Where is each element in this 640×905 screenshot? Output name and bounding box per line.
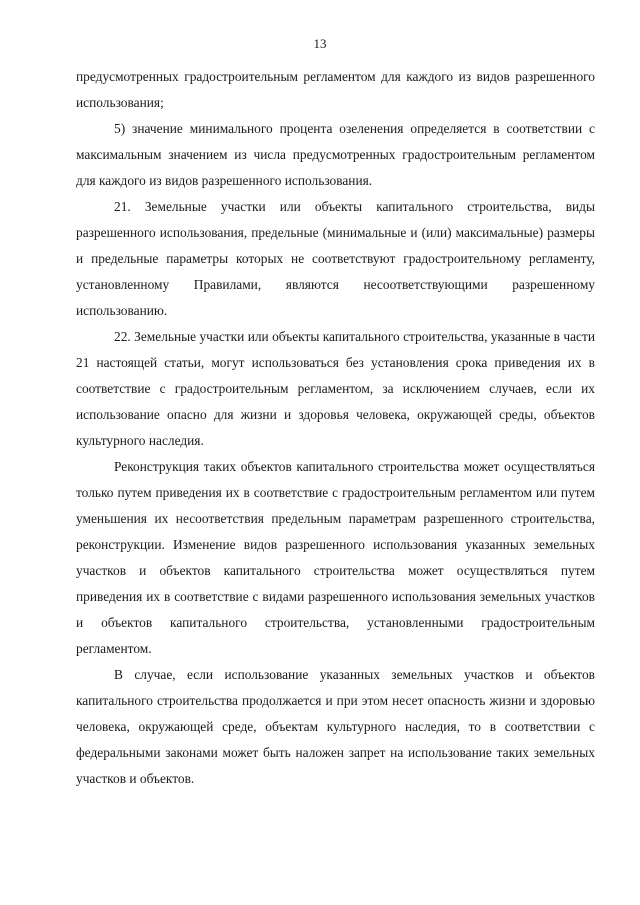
paragraph: 22. Земельные участки или объекты капитального строительства, указанные в части 21 настоящей статьи, могут использоваться без установления срока приведения их в соответствие с градостроительным регламентом, за исключением случаев, если их использование опасно для жизни и здоровья человека, окружающей среды, объектов культурного наследия. <box>76 329 595 448</box>
paragraph: 5) значение минимального процента озеленения определяется в соответствии с максимальным значением из числа предусмотренных градостроительным регламентом для каждого из видов разрешенного использования. <box>76 121 595 188</box>
document-body <box>76 64 595 792</box>
paragraph: Реконструкция таких объектов капитального строительства может осуществляться только путем приведения их в соответствие с градостроительным регламентом или путем уменьшения их несоответствия предельным параметрам разрешенного строительства, реконструкции. Изменение видов разрешенного использования указанных земельных участков и объектов капитального строительства может осуществляться путем приведения их в соответствие с видами разрешенного использования земельных участков и объектов капитального строительства, установленными градостроительным регламентом. <box>76 459 595 656</box>
paragraph: предусмотренных градостроительным регламентом для каждого из видов разрешенного использования; <box>76 69 595 110</box>
page-number: 13 <box>313 36 327 51</box>
paragraph: В случае, если использование указанных земельных участков и объектов капитального строительства продолжается и при этом несет опасность жизни и здоровью человека, окружающей среде, объектам культурного наследия, то в соответствии с федеральными законами может быть наложен запрет на использование таких земельных участков и объектов. <box>76 667 595 786</box>
paragraph: 21. Земельные участки или объекты капитального строительства, виды разрешенного использования, предельные (минимальные и (или) максимальные) размеры и предельные параметры которых не соответствуют градостроительному регламенту, установленному Правилами, являются несоответствующими разрешенному использованию. <box>76 199 595 318</box>
